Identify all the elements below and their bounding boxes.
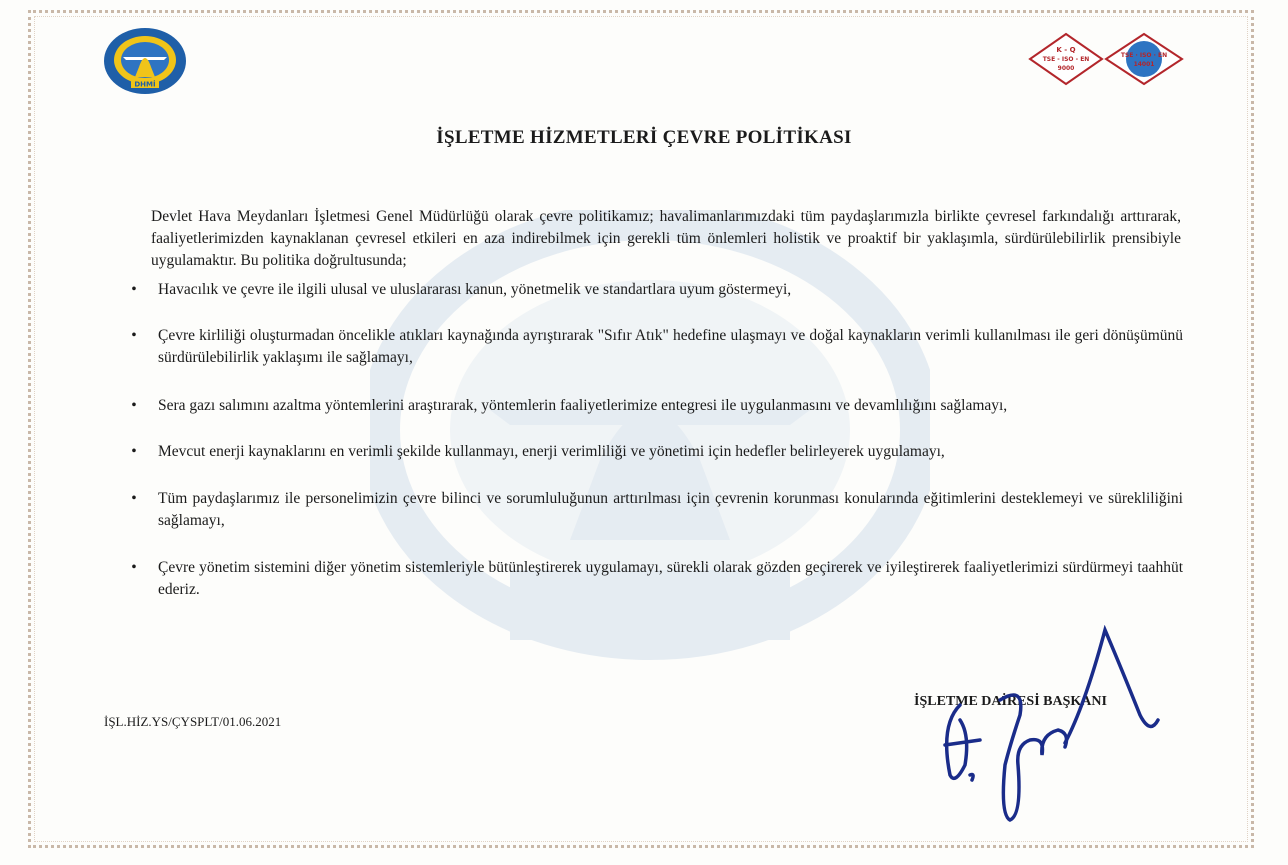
list-item (128, 395, 1183, 417)
list-item-text: Tüm paydaşlarımız ile personelimizin çevre bilinci ve sorumluluğunun arttırılması için çevrenin korunması konularında eğitimlerini desteklemeyi ve sürekliliğini sağlamayı, (158, 490, 1183, 529)
list-item (128, 279, 1183, 301)
svg-text:14001: 14001 (1133, 61, 1155, 68)
list-item-text: Çevre kirliliği oluşturmadan öncelikle atıkları kaynağında ayrıştırarak "Sıfır Atık" hedefine ulaşmayı ve doğal kaynakların verimli kullanılması ile geri dönüşümünü sürdürülebilirlik yaklaşımı ile sağlamayı, (158, 327, 1183, 366)
dhmi-logo-icon (103, 27, 187, 95)
certification-badges (1028, 32, 1184, 86)
svg-text:TSE · ISO · EN: TSE · ISO · EN (1120, 52, 1168, 59)
svg-text:DHMİ: DHMİ (134, 80, 156, 89)
list-item-text: Sera gazı salımını azaltma yöntemlerini araştırarak, yöntemlerin faaliyetlerimize entegresi ile uygulanmasını ve devamlılığını sağlamayı, (158, 397, 1008, 414)
svg-text:9000: 9000 (1057, 65, 1075, 72)
list-item (128, 557, 1183, 601)
list-item (128, 325, 1183, 369)
list-item-text: Havacılık ve çevre ile ilgili ulusal ve uluslararası kanun, yönetmelik ve standartlara uyum göstermeyi, (158, 281, 792, 298)
list-item-text: Mevcut enerji kaynaklarını en verimli şekilde kullanmayı, enerji verimliliği ve yönetimi için hedefler belirleyerek uygulamayı, (158, 443, 945, 460)
policy-list (128, 279, 1183, 601)
intro-paragraph: Devlet Hava Meydanları İşletmesi Genel Müdürlüğü olarak çevre politikamız; havalimanlarımızdaki tüm paydaşlarımızla birlikte çevresel farkındalığı arttırarak, faaliyetlerimizden kaynaklanan çevresel etkileri en aza indirebilmek için gerekli tüm önlemleri holistik ve proaktif bir yaklaşımla, sürdürülebilirlik prensibiyle uygulamaktır. Bu politika doğrultusunda; (151, 207, 1181, 269)
bullet-icon: • (131, 443, 137, 460)
bullet-icon: • (131, 397, 137, 414)
signer-title: İŞLETME DAİRESİ BAŞKANI (914, 694, 1107, 709)
list-item-text: Çevre yönetim sistemini diğer yönetim sistemleriyle bütünleştirerek uygulamayı, sürekli olarak gözden geçirerek ve iyileştirerek faaliyetlerimizi sürdürmeyi taahhüt ederiz. (158, 559, 1183, 598)
list-item (128, 441, 1183, 463)
document-title: İŞLETME HİZMETLERİ ÇEVRE POLİTİKASI (436, 127, 852, 148)
list-item (128, 488, 1183, 532)
signature-icon (930, 625, 1160, 830)
tse-iso-badge-icon (1106, 34, 1182, 84)
tse-kq-badge-icon (1030, 34, 1102, 84)
bullet-icon: • (131, 490, 137, 507)
bullet-icon: • (131, 559, 137, 576)
svg-text:K - Q: K - Q (1056, 46, 1076, 54)
bullet-icon: • (131, 327, 137, 344)
bullet-icon: • (131, 281, 137, 298)
document-code: İŞL.HİZ.YS/ÇYSPLT/01.06.2021 (104, 714, 282, 729)
svg-text:TSE - ISO - EN: TSE - ISO - EN (1042, 56, 1090, 63)
